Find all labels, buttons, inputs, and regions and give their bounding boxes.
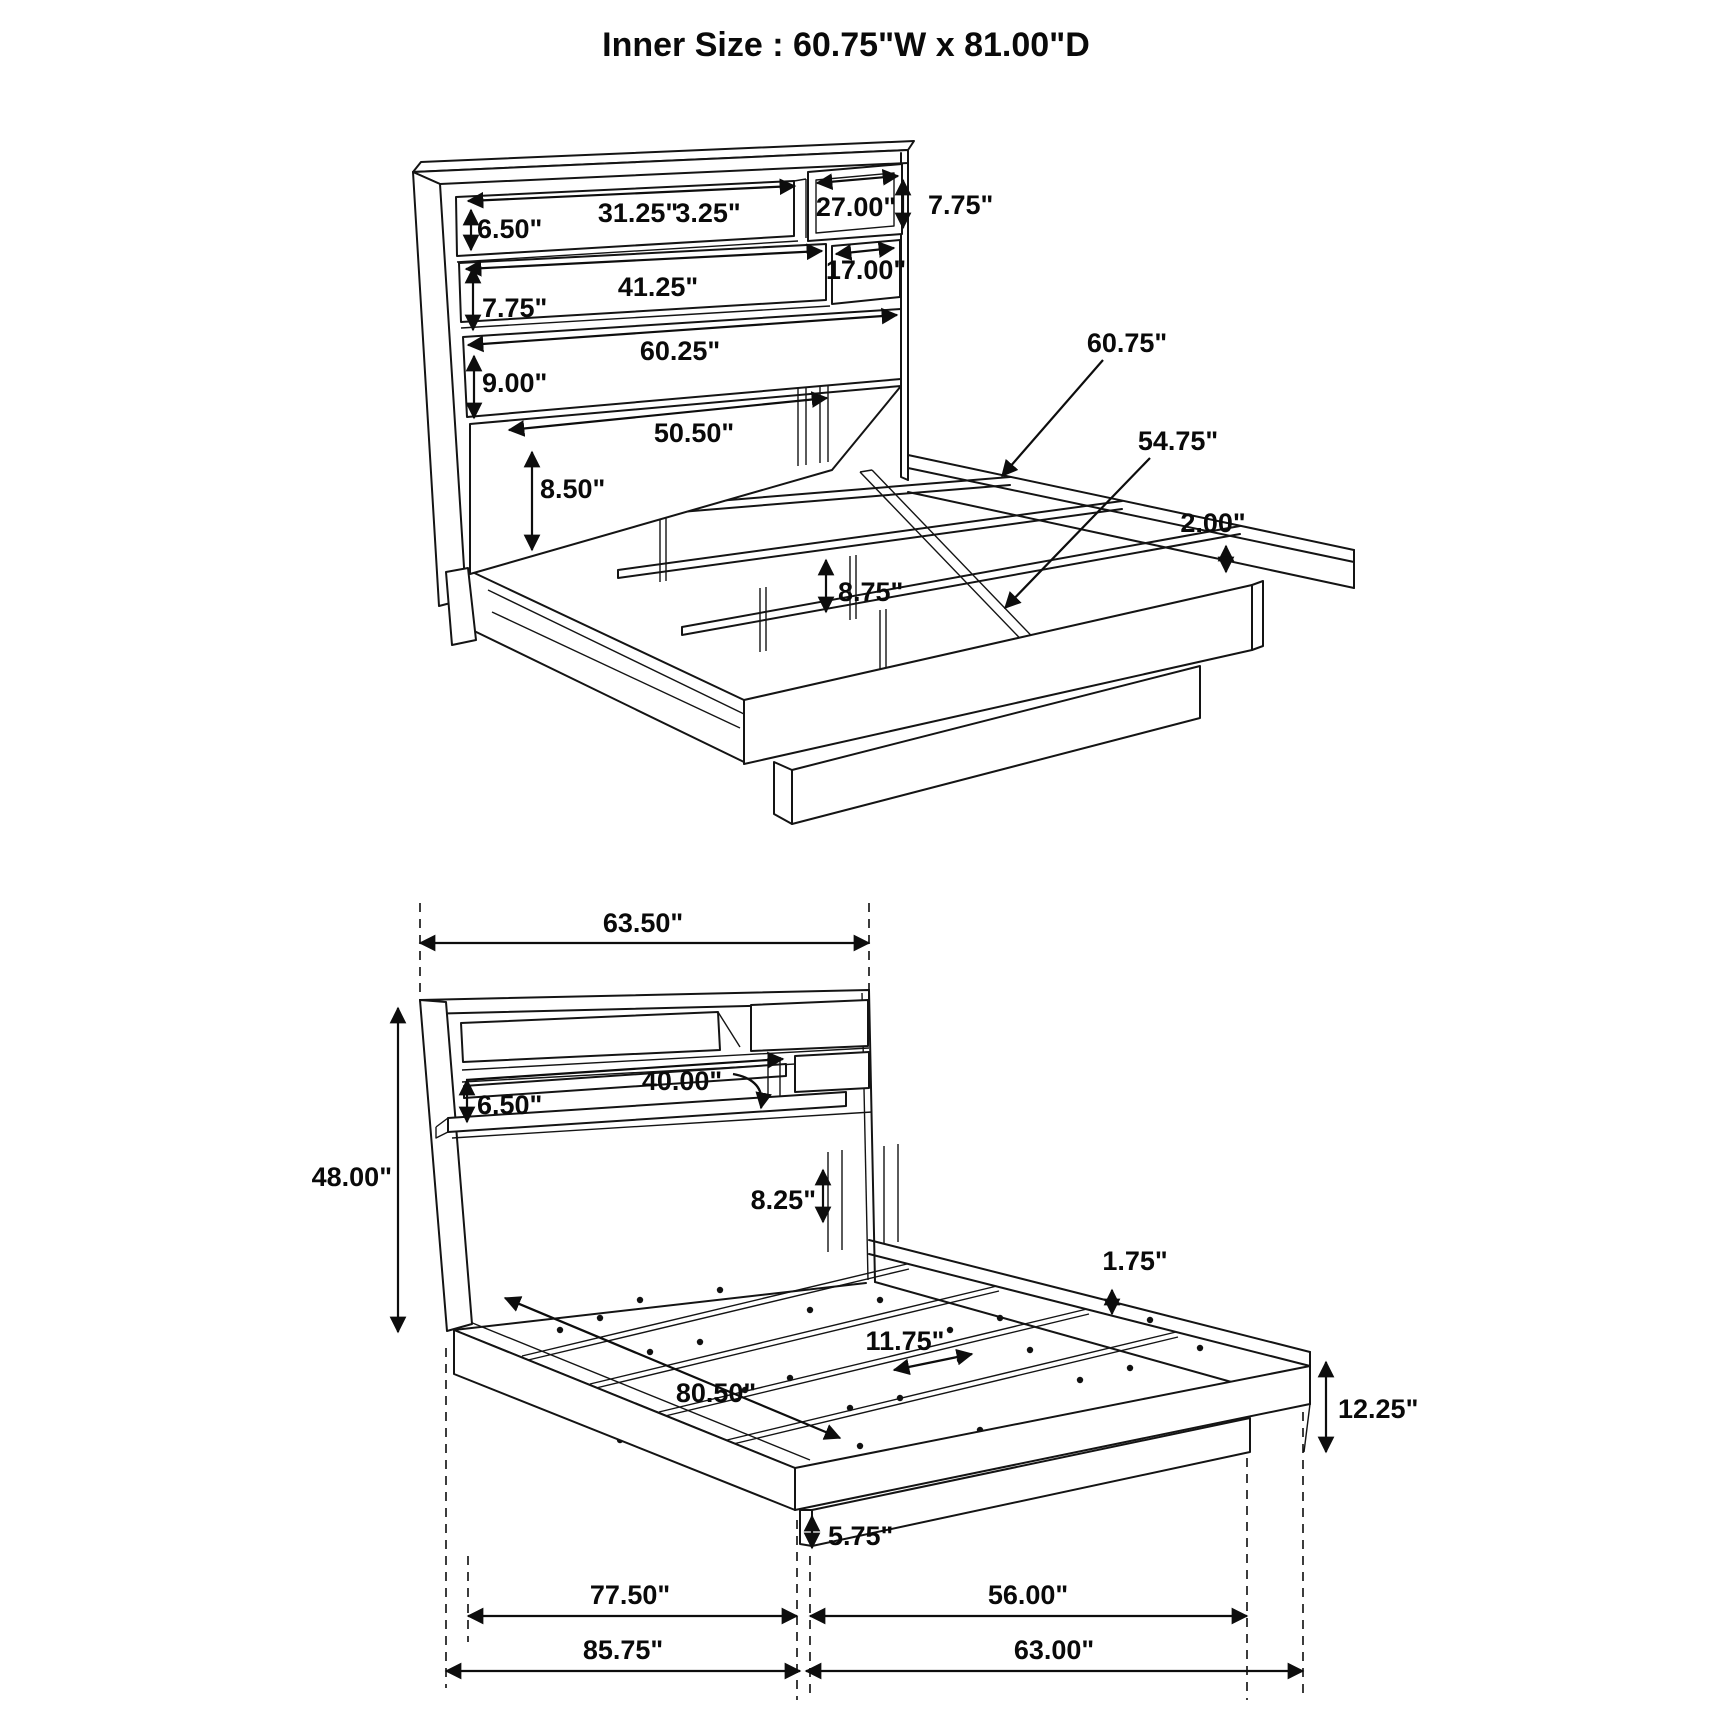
dim-platform-width: 56.00": [987, 1580, 1069, 1610]
dim-support-panel-height: 8.50": [540, 474, 606, 504]
dim-inner-depth: 80.50": [675, 1378, 757, 1408]
dim-center-rail-length: 54.75": [1137, 426, 1219, 456]
dim-rail-lip: 1.75": [1102, 1246, 1168, 1276]
page-title: Inner Size : 60.75"W x 81.00"D: [602, 26, 1090, 64]
front-view: [312, 903, 1419, 1700]
dim-overall-depth: 85.75": [582, 1635, 664, 1665]
dim-support-leg-height: 8.75": [838, 577, 904, 607]
dim-plinth-height: 5.75": [828, 1521, 894, 1551]
dim-cubby-height: 7.75": [928, 190, 994, 220]
platform-3d: [454, 1240, 1310, 1546]
dim-rail-gap: 2.00": [1180, 508, 1246, 538]
dim-shelf1-width: 31.25": [597, 198, 679, 228]
dim-platform-depth: 77.50": [589, 1580, 671, 1610]
perspective-view: [413, 141, 1354, 824]
dim-tray-height: 6.50": [477, 1090, 543, 1120]
dim-overall-width: 63.00": [1013, 1635, 1095, 1665]
dim-cubby2-width: 17.00": [825, 255, 907, 285]
dim-cubby-width: 27.00": [815, 192, 897, 222]
dim-deck-clearance: 8.25": [750, 1185, 816, 1215]
dim-overall-height: 48.00": [311, 1162, 392, 1192]
dim-shelf1-divider: 3.25": [675, 198, 741, 228]
headboard-front: [420, 990, 898, 1331]
dim-headboard-width: 63.50": [602, 908, 684, 938]
dim-support-panel-width: 50.50": [653, 418, 735, 448]
dim-shelf2-height: 7.75": [482, 293, 548, 323]
dim-shelf3-width: 60.25": [639, 336, 721, 366]
dim-tray-width: 40.00": [641, 1066, 723, 1096]
dim-shelf2-width: 41.25": [617, 272, 699, 302]
dim-shelf1-height: 6.50": [477, 214, 543, 244]
dim-slat-spacing: 11.75": [865, 1326, 945, 1356]
dim-foot-height: 12.25": [1338, 1394, 1419, 1424]
dim-slat-rail-length: 60.75": [1086, 328, 1168, 358]
dim-shelf3-height: 9.00": [482, 368, 548, 398]
